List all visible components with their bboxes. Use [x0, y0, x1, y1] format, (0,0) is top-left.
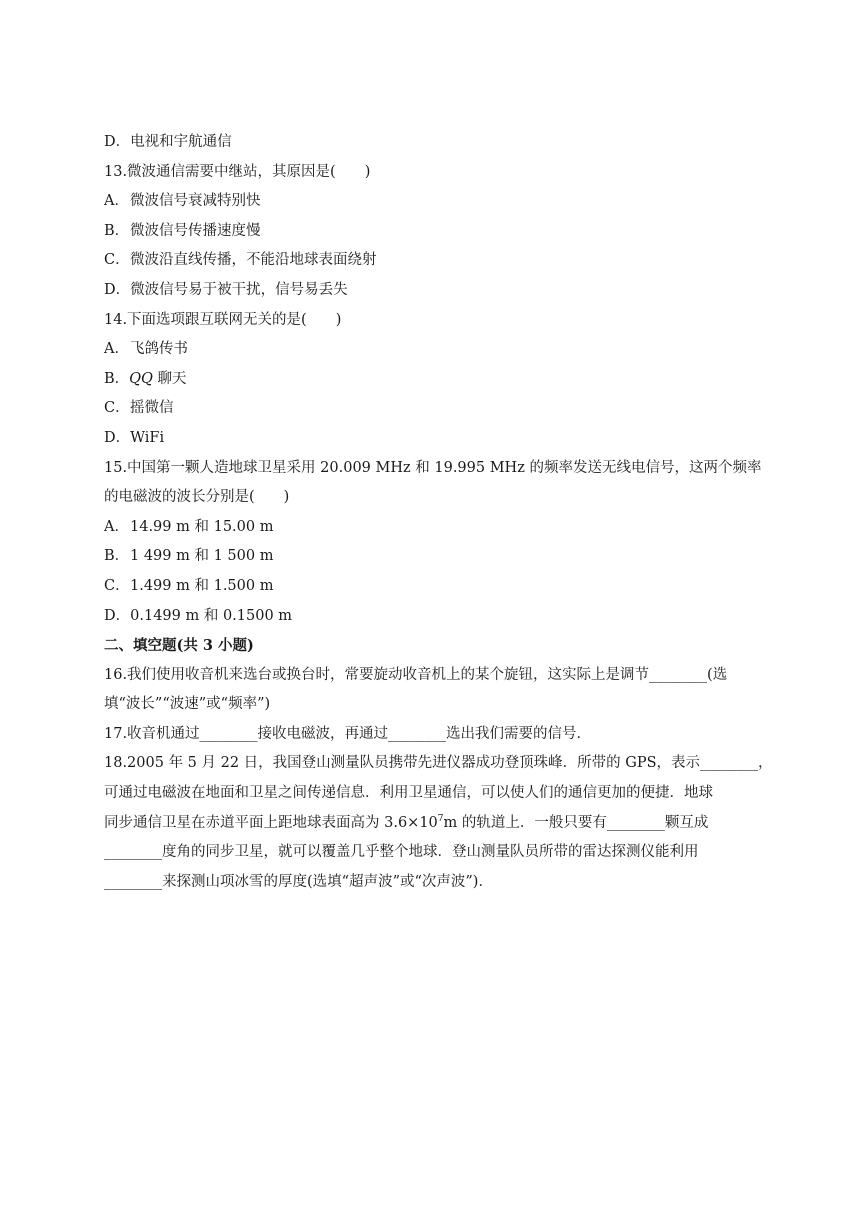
- q13-stem: 13.微波通信需要中继站，其原因是( ): [104, 163, 371, 180]
- q18-exponent: 7: [437, 813, 444, 824]
- q13-option-b: [104, 217, 764, 247]
- q15-option-b: [104, 542, 764, 572]
- option-letter: C．: [104, 252, 130, 269]
- option-text: 飞鸽传书: [130, 341, 188, 358]
- q15-option-a: [104, 513, 764, 543]
- q14-option-a: [104, 335, 764, 365]
- option-letter: D．: [104, 607, 131, 624]
- option-text: 微波信号传播速度慢: [130, 222, 261, 239]
- option-letter: B．: [104, 222, 130, 239]
- document-page: [104, 128, 773, 897]
- q18-line3-pre: 同步通信卫星在赤道平面上距地球表面高为 3.6×10: [104, 814, 438, 831]
- q18-line2: 可通过电磁波在地面和卫星之间传递信息．利用卫星通信，可以使人们的通信更加的便捷．地球: [104, 785, 713, 802]
- q12-option-d: [104, 128, 764, 158]
- q15-stem-line2: 的电磁波的波长分别是( ): [104, 489, 290, 506]
- option-text: 电视和宇航通信: [130, 134, 232, 150]
- option-letter: B．: [104, 370, 130, 387]
- option-text: 微波信号易于被干扰，信号易丢失: [130, 281, 348, 298]
- option-letter: D．: [104, 281, 131, 298]
- option-text: WiFi: [130, 429, 165, 446]
- q18-line1: 18.2005 年 5 月 22 日，我国登山测量队员携带先进仪器成功登顶珠峰．所带的 GPS，表示________，: [104, 755, 773, 772]
- q14-option-d: [104, 424, 764, 454]
- q14-stem: 14.下面选项跟互联网无关的是( ): [104, 311, 342, 328]
- q13-option-c: [104, 246, 764, 276]
- option-letter: A．: [104, 341, 129, 358]
- option-text: 14.99 m 和 15.00 m: [130, 518, 274, 535]
- option-letter: D．: [104, 134, 131, 150]
- option-text: 微波信号衰减特别快: [130, 193, 261, 210]
- q14-option-c: [104, 394, 764, 424]
- section-heading: 二、填空题(共 3 小题): [104, 637, 254, 655]
- option-letter: C．: [104, 577, 130, 594]
- option-text: 微波沿直线传播，不能沿地球表面绕射: [130, 252, 377, 269]
- q16-line2: 填“波长”“波速”或“频率”): [104, 696, 271, 713]
- q13-option-d: [104, 276, 764, 306]
- q18-line3: [104, 809, 764, 839]
- option-letter: C．: [104, 400, 130, 417]
- option-letter: B．: [104, 548, 130, 565]
- q17-line1: 17.收音机通过________接收电磁波，再通过________选出我们需要的信号．: [104, 725, 592, 742]
- option-letter: A．: [104, 193, 129, 210]
- option-text: 聊天: [152, 370, 187, 387]
- q14-option-b: [104, 365, 764, 395]
- option-letter: A．: [104, 518, 129, 535]
- option-letter: D．: [104, 429, 131, 446]
- q18-line5: ________来探测山项冰雪的厚度(选填“超声波”或“次声波”)．: [104, 873, 493, 890]
- q16-line1: 16.我们使用收音机来选台或换台时，常要旋动收音机上的某个旋钮，这实际上是调节________(选: [104, 666, 728, 683]
- option-text: 1.499 m 和 1.500 m: [130, 577, 274, 594]
- q18-line4: ________度角的同步卫星，就可以覆盖几乎整个地球．登山测量队员所带的雷达探测仪能利用: [104, 844, 699, 861]
- option-italic-text: QQ: [129, 370, 153, 387]
- option-text: 摇微信: [130, 400, 174, 417]
- q15-option-c: [104, 572, 764, 602]
- q18-line3-post: m 的轨道上．一般只要有________颗互成: [443, 814, 709, 831]
- q15-stem-line1: 15.中国第一颗人造地球卫星采用 20.009 MHz 和 19.995 MHz 的频率发送无线电信号，这两个频率: [104, 459, 762, 476]
- q13-option-a: [104, 187, 764, 217]
- q15-option-d: [104, 602, 764, 632]
- option-text: 1 499 m 和 1 500 m: [130, 548, 274, 565]
- option-text: 0.1499 m 和 0.1500 m: [130, 607, 293, 624]
